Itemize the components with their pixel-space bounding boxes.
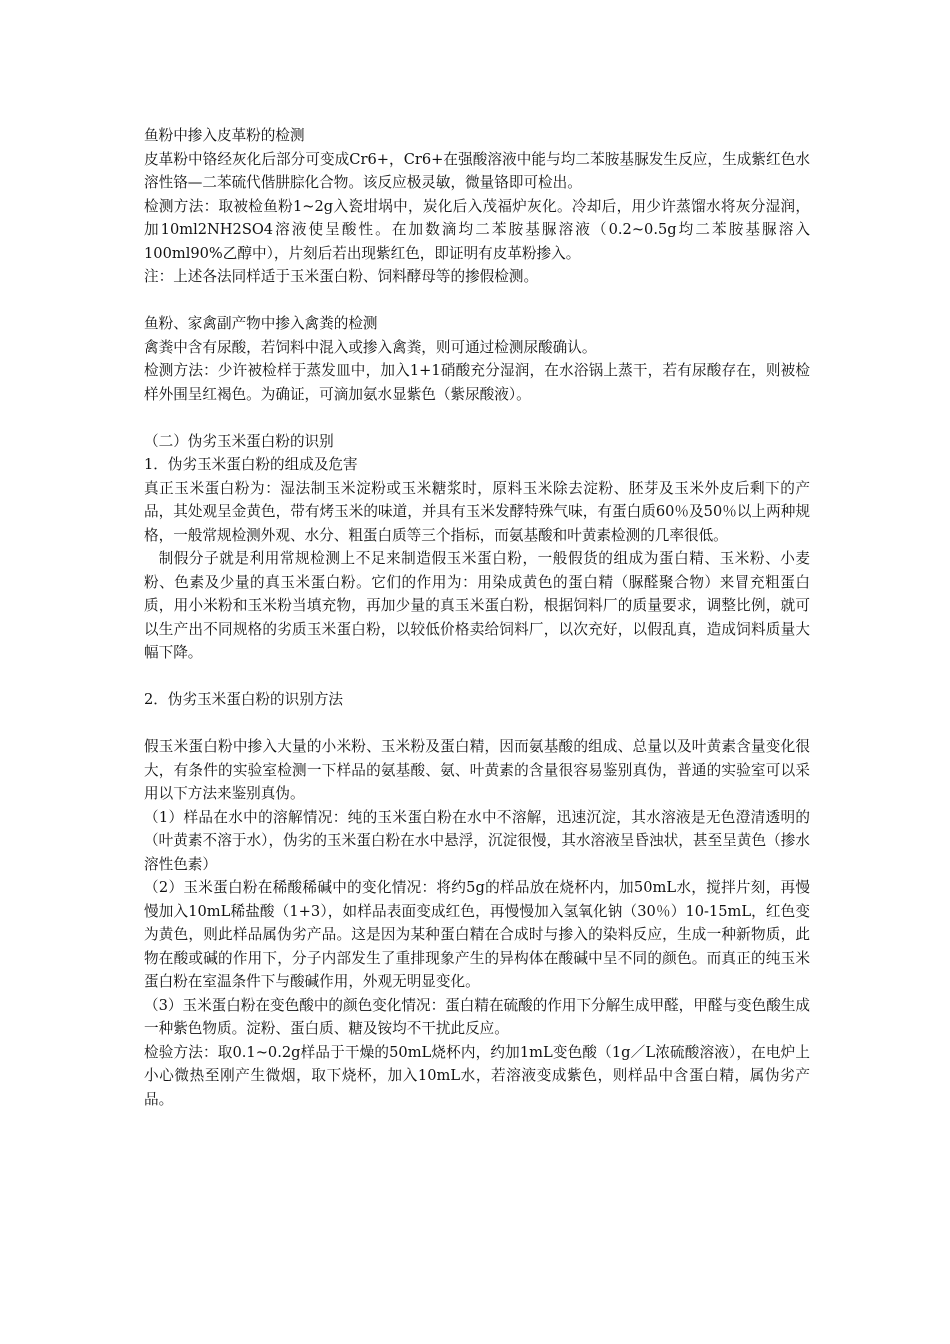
- paragraph-chromium-principle: 皮革粉中铬经灰化后部分可变成Cr6+，Cr6+在强酸溶液中能与均二苯胺基脲发生反应，生成紫红色水溶性铬—二苯硫代偕肼腙化合物。该反应极灵敏，微量铬即可检出。: [144, 150, 810, 191]
- paragraph-identification-intro: 假玉米蛋白粉中掺入大量的小米粉、玉米粉及蛋白精，因而氨基酸的组成、总量以及叶黄素含量变化很大，有条件的实验室检测一下样品的氨基酸、氨、叶黄素的含量很容易鉴别真伪，普通的实验室可以采用以下方法来鉴别真伪。: [144, 738, 810, 802]
- paragraph-counterfeit-composition: 制假分子就是利用常规检测上不足来制造假玉米蛋白粉，一般假货的组成为蛋白精、玉米粉、小麦粉、色素及少量的真玉米蛋白粉。它们的作用为：用染成黄色的蛋白精（脲醛聚合物）来冒充粗蛋白质，用小米粉和玉米粉当填充物，再加少量的真玉米蛋白粉，根据饲料厂的质量要求，调整比例，就可以生产出不同规格的劣质玉米蛋白粉，以较低价格卖给饲料厂，以次充好，以假乱真，造成饲料质量大幅下降。: [144, 550, 810, 661]
- blank-line: [144, 289, 810, 313]
- paragraph-note: 注：上述各法同样适于玉米蛋白粉、饲料酵母等的掺假检测。: [144, 268, 539, 285]
- paragraph-uric-acid-principle: 禽粪中含有尿酸，若饲料中混入或掺入禽粪，则可通过检测尿酸确认。: [144, 338, 597, 356]
- blank-line: [144, 712, 810, 736]
- paragraph-manure-detection-method: 检测方法：少许被检样于蒸发皿中，加入1+1硝酸充分湿润，在水浴锅上蒸干，若有尿酸存在，则被检样外围呈红褐色。为确证，可滴加氨水显紫色（紫尿酸液）。: [144, 362, 810, 403]
- document-page: [144, 124, 810, 1111]
- paragraph-leather-detection-method: 检测方法：取被检鱼粉1~2g入瓷坩埚中，炭化后入茂福炉灰化。冷却后，用少许蒸馏水将灰分湿润，加10ml2NH2SO4溶液使呈酸性。在加数滴均二苯胺基脲溶液（0.2~0.5g均二苯胺基脲溶入100ml90%乙醇中），片刻后若出现紫红色，即证明有皮革粉掺入。: [144, 197, 810, 262]
- paragraph-method-acid-base: （2）玉米蛋白粉在稀酸稀碱中的变化情况：将约5g的样品放在烧杯内，加50mL水，搅拌片刻，再慢慢加入10mL稀盐酸（1+3），如样品表面变成红色，再慢慢加入氢氧化钠（30％）10-15mL，红色变为黄色，则此样品属伪劣产品。这是因为某种蛋白精在合成时与掺入的染料反应，生成一种新物质，此物在酸或碱的作用下，分子内部发生了重排现象产生的异构体在酸碱中呈不同的颜色。而真正的纯玉米蛋白粉在室温条件下与酸碱作用，外观无明显变化。: [144, 879, 810, 990]
- heading-identification-methods: 2．伪劣玉米蛋白粉的识别方法: [144, 691, 344, 708]
- heading-leather-powder: 鱼粉中掺入皮革粉的检测: [144, 127, 305, 144]
- heading-composition-hazards: 1．伪劣玉米蛋白粉的组成及危害: [144, 456, 358, 473]
- paragraph-method-water-solubility: （1）样品在水中的溶解情况：纯的玉米蛋白粉在水中不溶解，迅速沉淀，其水溶液是无色澄清透明的（叶黄素不溶于水），伪劣的玉米蛋白粉在水中悬浮，沉淀很慢，其水溶液呈昏浊状，甚至呈黄色（掺水溶性色素）: [144, 808, 810, 873]
- paragraph-test-procedure: 检验方法：取0.1~0.2g样品于干燥的50mL烧杯内，约加1mL变色酸（1g／L浓硫酸溶液），在电炉上小心微热至刚产生微烟，取下烧杯，加入10mL水，若溶液变成紫色，则样品中含蛋白精，属伪劣产品。: [144, 1043, 810, 1108]
- paragraph-genuine-corn-gluten: 真正玉米蛋白粉为：湿法制玉米淀粉或玉米糖浆时，原料玉米除去淀粉、胚芽及玉米外皮后剩下的产品，其处观呈金黄色，带有烤玉米的味道，并具有玉米发酵特殊气味，有蛋白质60％及50％以上两种规格，一般常规检测外观、水分、粗蛋白质等三个指标，而氨基酸和叶黄素检测的几率很低。: [144, 479, 810, 544]
- heading-poultry-manure: 鱼粉、家禽副产物中掺入禽粪的检测: [144, 315, 378, 332]
- heading-section-two: （二）伪劣玉米蛋白粉的识别: [144, 432, 334, 450]
- paragraph-method-chromotropic-acid: （3）玉米蛋白粉在变色酸中的颜色变化情况：蛋白精在硫酸的作用下分解生成甲醛，甲醛与变色酸生成一种紫色物质。淀粉、蛋白质、糖及铵均不干扰此反应。: [144, 996, 811, 1037]
- blank-line: [144, 665, 810, 689]
- blank-line: [144, 406, 810, 430]
